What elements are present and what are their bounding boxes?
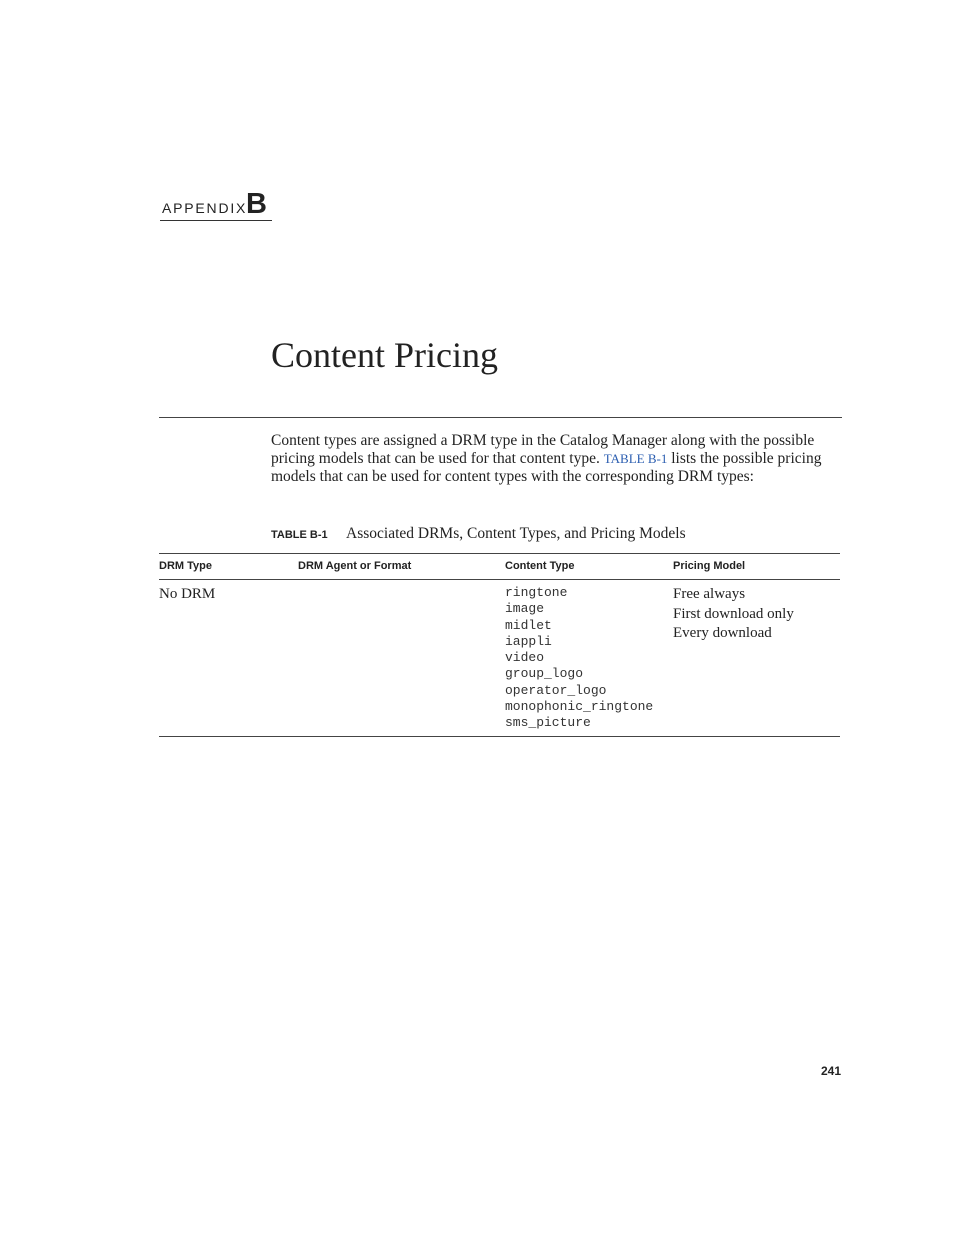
content-type-item: sms_picture	[505, 715, 591, 731]
content-type-item: monophonic_ringtone	[505, 699, 654, 715]
table-cross-reference-link[interactable]: TABLE B-1	[603, 451, 668, 466]
table-caption-text: Associated DRMs, Content Types, and Pricing Models	[346, 525, 686, 542]
header-content-type: Content Type	[505, 560, 575, 572]
table-header-row	[159, 553, 840, 580]
appendix-label: APPENDIX	[162, 200, 248, 216]
header-drm-agent: DRM Agent or Format	[298, 560, 412, 572]
cell-drm-type: No DRM	[159, 586, 216, 602]
header-drm-type: DRM Type	[159, 560, 212, 572]
content-type-item: operator_logo	[505, 682, 607, 698]
cell-pricing-models	[673, 585, 794, 644]
content-type-item: video	[505, 650, 545, 666]
cell-content-types	[505, 585, 653, 732]
table-caption-label: TABLE B-1	[271, 529, 328, 541]
intro-text-after: lists the possible pricing models that can be used for content types with the corresponding DRM types:	[271, 450, 822, 485]
content-type-item: image	[505, 601, 545, 617]
chapter-title: Content Pricing	[271, 335, 498, 375]
table-row	[159, 580, 840, 737]
appendix-letter: B	[246, 188, 267, 220]
pricing-model-item: First download only	[673, 605, 794, 622]
intro-paragraph	[271, 432, 841, 486]
content-type-item: iappli	[505, 633, 552, 649]
pricing-table	[159, 553, 840, 737]
header-pricing-model: Pricing Model	[673, 560, 746, 572]
content-type-item: midlet	[505, 617, 552, 633]
page-number: 241	[820, 1064, 841, 1078]
pricing-model-item: Free always	[673, 586, 746, 602]
content-type-item: group_logo	[505, 666, 584, 682]
appendix-heading	[160, 190, 272, 221]
section-divider	[159, 417, 842, 418]
intro-text-before: Content types are assigned a DRM type in the Catalog Manager along with the possible pricing models that can be used for that content type.	[271, 432, 815, 467]
table-caption	[271, 525, 686, 543]
pricing-model-item: Every download	[673, 625, 772, 641]
content-type-item: ringtone	[505, 585, 568, 600]
